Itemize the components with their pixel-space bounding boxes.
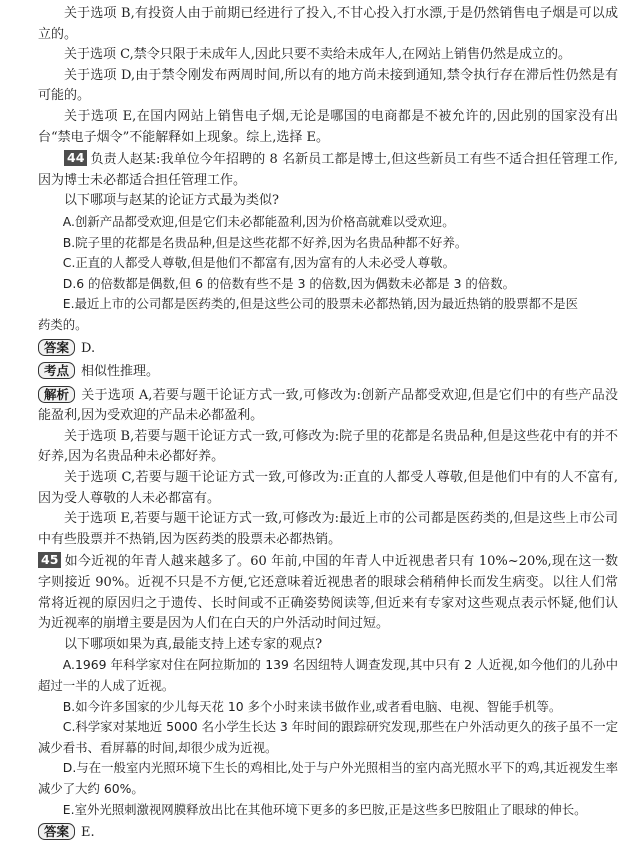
option-b: B.如今许多国家的少儿每天花 10 多个小时来读书做作业,或者看电脑、电视、智能手机等。 xyxy=(62,698,562,714)
analysis-paragraph: 关于选项 E,若要与题干论证方式一致,可修改为:最近上市的公司都是医药类的,但是这些上市公司中有些股票并不热销,因为医药类的股票未必都热销。 xyxy=(38,511,618,547)
analysis-paragraph: 关于选项 B,若要与题干论证方式一致,可修改为:院子里的花都是名贵品种,但是这些花中有的并不好养,因为名贵品种未必都好养。 xyxy=(38,428,618,465)
point-value: 相似性推理。 xyxy=(81,364,160,380)
question-44 xyxy=(38,150,618,550)
analysis-text: 关于选项 A,若要与题干论证方式一致,可修改为:创新产品都受欢迎,但是它们中的有些产品没能盈利,因为受欢迎的产品未必都盈利。 xyxy=(38,387,618,424)
question-stem-text: 负责人赵某:我单位今年招聘的 8 名新员工都是博士,但这些新员工有些不适合担任管理工作,因为博士未必都适合担任管理工作。 xyxy=(38,152,618,188)
analysis-paragraph: 关于选项 C,禁令只限于未成年人,因此只要不卖给未成年人,在网站上销售仍然是成立的。 xyxy=(64,47,572,63)
question-stem xyxy=(38,552,618,634)
question-ask: 以下哪项与赵某的论证方式最为类似? xyxy=(64,193,279,209)
question-stem-text: 如今近视的年青人越来越多了。60 年前,中国的年青人中近视患者只有 10%~20%,现在这一数字则接近 90%。近视不只是不方便,它还意味着近视患者的眼球会稍稍伸长而发生病变。以往人们常常将近视的原因归之于遗传、长时间或不正确姿势阅读等,但近来有专家对这些观点表示怀疑,他们认为近视率的崩增主要是因为人们在白天的户外活动时间过短。 xyxy=(38,554,618,632)
question-stem xyxy=(38,150,618,191)
analysis-paragraph: 关于选项 C,若要与题干论证方式一致,可修改为:正直的人都受人尊敬,但是他们中有的人不富有,因为受人尊敬的人未必都富有。 xyxy=(38,470,618,506)
question-ask: 以下哪项如果为真,最能支持上述专家的观点? xyxy=(64,636,323,652)
analysis-tag: 解析 xyxy=(38,386,75,403)
answer-row xyxy=(38,339,618,360)
option-d: D.6 的倍数都是偶数,但 6 的倍数有些不是 3 的倍数,因为偶数未必都是 3 的倍数。 xyxy=(62,275,515,291)
option-a: A.1969 年科学家对住在阿拉斯加的 139 名因纽特人调查发现,其中只有 2 人近视,如今他们的儿孙中超过一半的人成了近视。 xyxy=(38,657,618,693)
option-e: E.室外光照刺激视网膜释放出比在其他环境下更多的多巴胺,正是这些多巴胺阻止了眼球的伸长。 xyxy=(62,801,587,817)
question-number-badge: 45 xyxy=(38,552,61,568)
option-a: A.创新产品都受欢迎,但是它们未必都能盈利,因为价格高就难以受欢迎。 xyxy=(62,213,455,229)
answer-value: E. xyxy=(81,825,95,841)
option-b: B.院子里的花都是名贵品种,但是这些花都不好养,因为名贵品种都不好养。 xyxy=(62,234,468,250)
option-e-line1: E.最近上市的公司都是医药类的,但是这些公司的股票未必都热销,因为最近热销的股票都不是医 xyxy=(62,296,579,312)
option-d: D.与在一般室内光照环境下生长的鸡相比,处于与户外光照相当的室内高光照水平下的鸡,其近视发生率减少了大约 60%。 xyxy=(38,760,618,796)
answer-row xyxy=(38,823,618,844)
prev-analysis xyxy=(38,4,618,148)
analysis-paragraph: 关于选项 D,由于禁令刚发布两周时间,所以有的地方尚未接到通知,禁令执行存在滞后性仍然是有可能的。 xyxy=(38,67,618,104)
point-tag: 考点 xyxy=(38,362,75,379)
analysis-paragraph: 关于选项 B,有投资人由于前期已经进行了投入,不甘心投入打水漂,于是仍然销售电子烟是可以成立的。 xyxy=(38,6,618,42)
analysis-paragraph: 关于选项 E,在国内网站上销售电子烟,无论是哪国的电商都是不被允许的,因此别的国家没有出台“禁电子烟令”不能解释如上现象。综上,选择 E。 xyxy=(38,108,618,145)
option-c: C.科学家对某地近 5000 名小学生长达 3 年时间的跟踪研究发现,那些在户外活动更久的孩子虽不一定减少看书、看屏幕的时间,却很少成为近视。 xyxy=(38,719,618,755)
point-row xyxy=(38,362,618,383)
answer-tag: 答案 xyxy=(38,339,75,356)
option-c: C.正直的人都受人尊敬,但是他们不都富有,因为富有的人未必受人尊敬。 xyxy=(62,255,455,271)
question-45 xyxy=(38,552,618,843)
answer-value: D. xyxy=(81,340,96,356)
option-e xyxy=(38,294,618,335)
option-e-line2: 药类的。 xyxy=(38,316,88,332)
answer-tag: 答案 xyxy=(38,823,75,840)
analysis-row xyxy=(38,386,618,427)
question-number-badge: 44 xyxy=(64,150,87,166)
